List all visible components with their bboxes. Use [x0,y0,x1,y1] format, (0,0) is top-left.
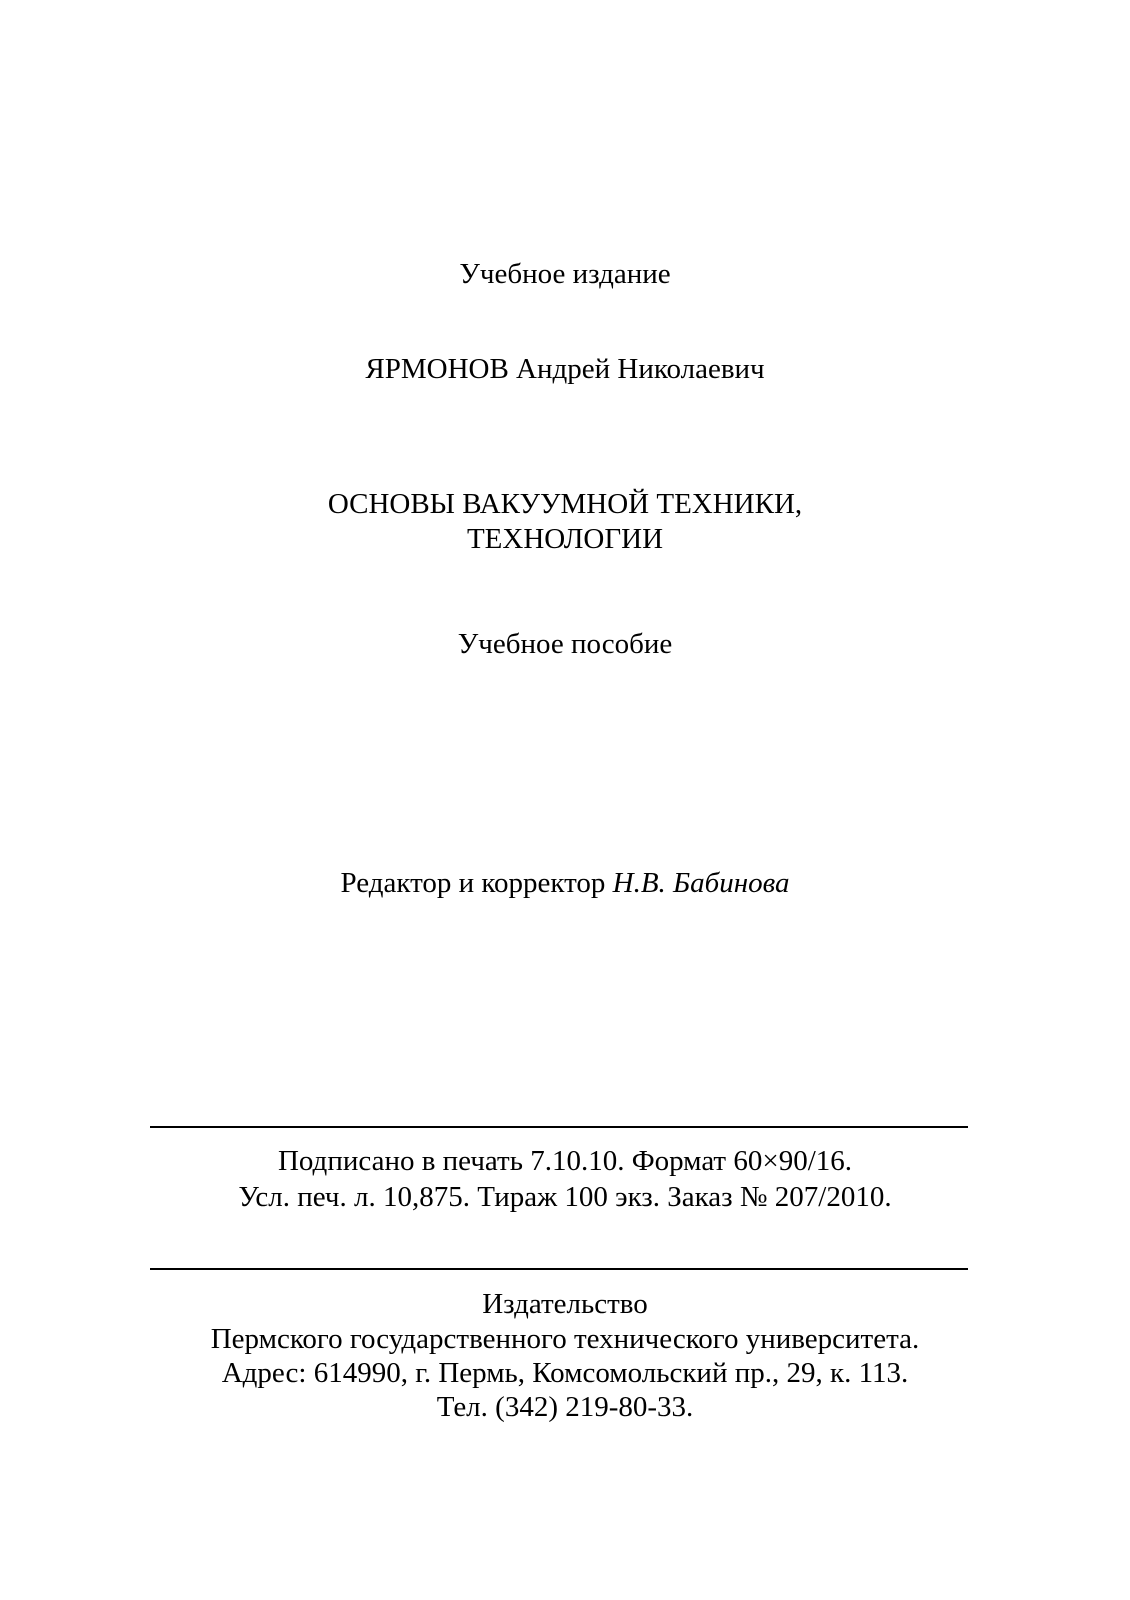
bottom-divider [150,1268,968,1270]
print-info-line-2: Усл. печ. л. 10,875. Тираж 100 экз. Заказ № 207/2010. [238,1181,892,1213]
publication-kind: Учебное пособие [457,628,673,660]
publisher-line-1: Издательство [482,1288,648,1320]
edition-type: Учебное издание [459,258,671,290]
author-name: ЯРМОНОВ Андрей Николаевич [365,353,765,385]
publisher-line-2: Пермского государственного технического университета. [210,1323,920,1355]
book-title-line-2: ТЕХНОЛОГИИ [466,523,664,555]
editor-credit [0,866,1130,900]
publisher-phone: Тел. (342) 219-80-33. [436,1391,694,1423]
editor-name: Н.В. Бабинова [612,867,790,899]
book-title-line-1: ОСНОВЫ ВАКУУМНОЙ ТЕХНИКИ, [327,488,803,520]
top-divider [150,1126,968,1128]
editor-role: Редактор и корректор [340,867,606,899]
print-info-line-1: Подписано в печать 7.10.10. Формат 60×90/16. [277,1145,853,1177]
publisher-address: Адрес: 614990, г. Пермь, Комсомольский пр., 29, к. 113. [221,1357,909,1389]
